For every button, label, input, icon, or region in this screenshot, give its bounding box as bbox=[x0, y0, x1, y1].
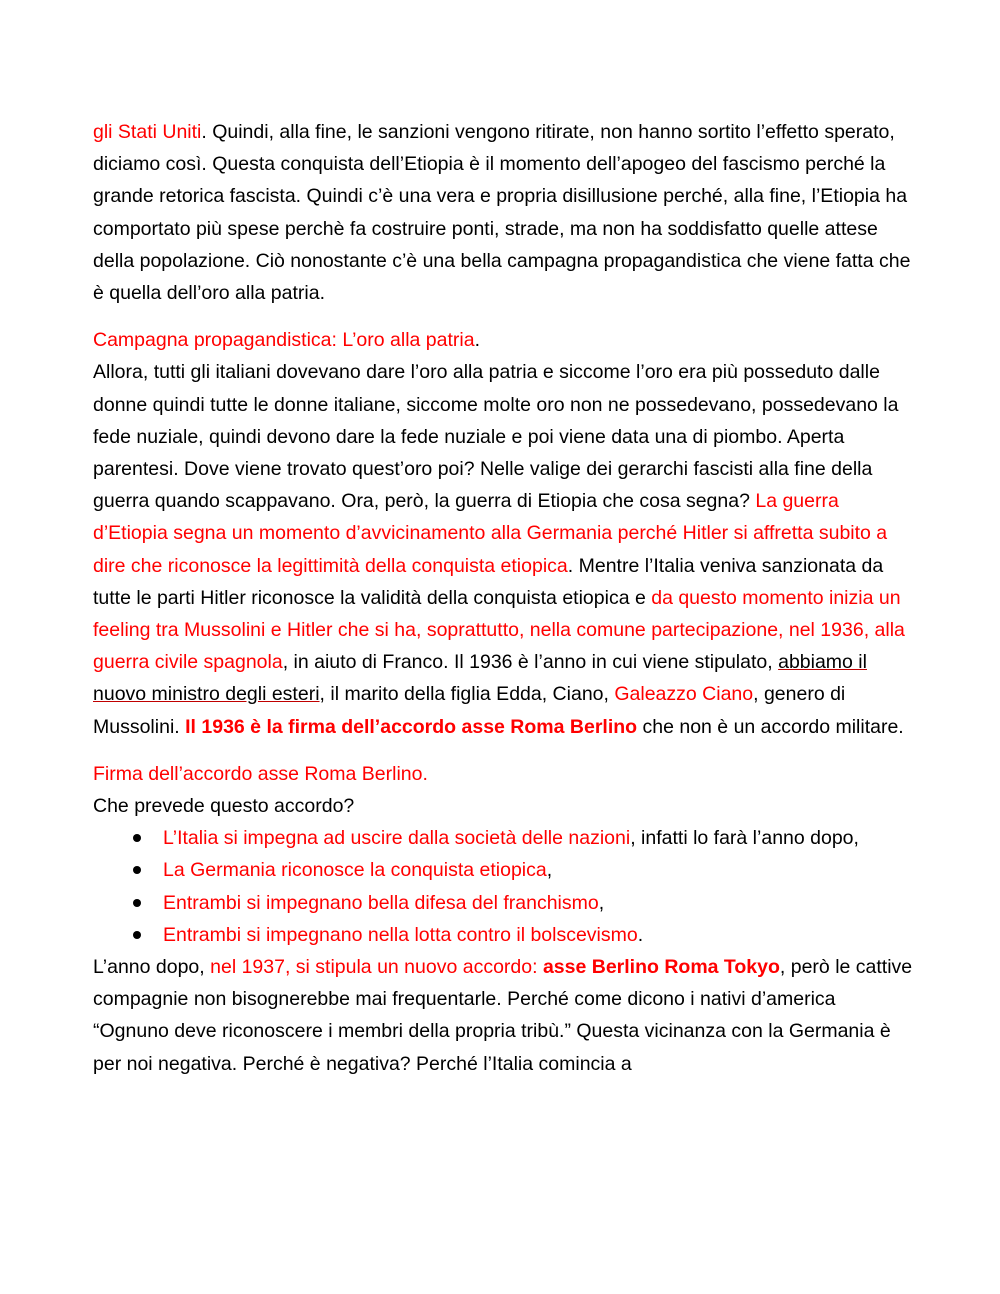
paragraph-3 bbox=[93, 951, 913, 1080]
body-text: . Quindi, alla fine, le sanzioni vengono ritirate, non hanno sortito l’effetto sperato, diciamo così. Questa conquista dell’Etiopia è il momento dell’apogeo del fascismo perché la grande retorica fascista. Quindi c’è una vera e propria disillusione perché, alla fine, l’Etiopia ha comportato più spese perchè fa costruire ponti, strade, ma non ha soddisfatto quelle attese della popolazione. Ciò nonostante c’è una bella campagna propagandistica che viene fatta che è quella dell’oro alla patria. bbox=[93, 121, 911, 305]
question-text: Che prevede questo accordo? bbox=[93, 795, 355, 818]
list-item-highlight: Entrambi si impegnano bella difesa del franchismo bbox=[163, 891, 599, 914]
paragraph-1 bbox=[93, 116, 913, 309]
body-text: L’anno dopo, bbox=[93, 956, 211, 979]
body-text: , il marito della figlia Edda, Ciano, bbox=[319, 683, 615, 706]
list-item bbox=[163, 887, 913, 919]
highlight-text: Galeazzo Ciano bbox=[614, 683, 754, 706]
list-item bbox=[163, 822, 913, 854]
bold-highlight-text: asse Berlino Roma Tokyo bbox=[542, 956, 780, 979]
bullet-icon bbox=[133, 931, 141, 939]
section-heading-axis: Firma dell’accordo asse Roma Berlino. bbox=[93, 762, 428, 785]
list-item-highlight: La Germania riconosce la conquista etiopica bbox=[163, 859, 547, 882]
highlight-text: gli Stati Uniti bbox=[93, 121, 202, 143]
heading-period: . bbox=[474, 329, 481, 352]
body-text: , però le cattive compagnie non bisognerebbe mai frequentarle. Perché come dicono i nativi d’america “Ognuno deve riconoscere i membri della propria tribù.” Questa vicinanza con la Germania è per noi negativa. Perché è negativa? Perché l’Italia comincia a bbox=[93, 956, 913, 1075]
section-heading-gold bbox=[93, 324, 913, 356]
highlight-text: nel 1937, si stipula un nuovo accordo: bbox=[210, 956, 543, 979]
list-item-text: , bbox=[546, 859, 553, 882]
highlight-text: La guerra d’Etiopia segna un momento d’avvicinamento alla Germania perché Hitler si affretta subito a dire che riconosce la legittimità della conquista etiopica bbox=[93, 490, 888, 577]
underlined-text: abbiamo il nuovo ministro degli esteri bbox=[93, 651, 867, 706]
paragraph-2 bbox=[93, 356, 913, 742]
body-text: , genero di Mussolini. bbox=[93, 683, 846, 738]
body-text: Allora, tutti gli italiani dovevano dare l’oro alla patria e siccome l’oro era più posseduto dalle donne quindi tutte le donne italiane, siccome molte oro non ne possedevano, possedevano la fede nuziale, quindi devono dare la fede nuziale e poi viene data una di piombo. Aperta parentesi. Dove viene trovato quest’oro poi? Nelle valige dei gerarchi fascisti alla fine della guerra quando scappavano. Ora, però, la guerra di Etiopia che cosa segna? bbox=[93, 361, 899, 513]
bullet-list bbox=[93, 822, 913, 951]
bullet-icon bbox=[133, 899, 141, 907]
body-text: che non è un accordo militare. bbox=[637, 715, 904, 738]
body-text: , in aiuto di Franco. Il 1936 è l’anno in cui viene stipulato, bbox=[282, 651, 779, 674]
highlight-text: da questo momento inizia un feeling tra Mussolini e Hitler che si ha, soprattutto, nella comune partecipazione, nel 1936, alla guerra civile spagnola bbox=[93, 586, 905, 674]
bold-highlight-text: Il 1936 è la firma dell’accordo asse Roma Berlino bbox=[185, 715, 638, 738]
list-item bbox=[163, 919, 913, 951]
heading-text: Campagna propagandistica: L’oro alla patria bbox=[93, 329, 475, 352]
list-item-highlight: L’Italia si impegna ad uscire dalla società delle nazioni bbox=[163, 827, 631, 850]
list-item bbox=[163, 854, 913, 886]
list-item-text: , bbox=[598, 891, 605, 914]
body-text: . Mentre l’Italia veniva sanzionata da tutte le parti Hitler riconosce la validità della conquista etiopica e bbox=[93, 554, 884, 609]
list-item-text: . bbox=[637, 923, 644, 946]
list-item-text: , infatti lo farà l’anno dopo, bbox=[630, 827, 859, 850]
document-page bbox=[93, 116, 913, 1080]
list-item-highlight: Entrambi si impegnano nella lotta contro il bolscevismo bbox=[163, 923, 638, 946]
bullet-icon bbox=[133, 834, 141, 842]
bullet-icon bbox=[133, 866, 141, 874]
